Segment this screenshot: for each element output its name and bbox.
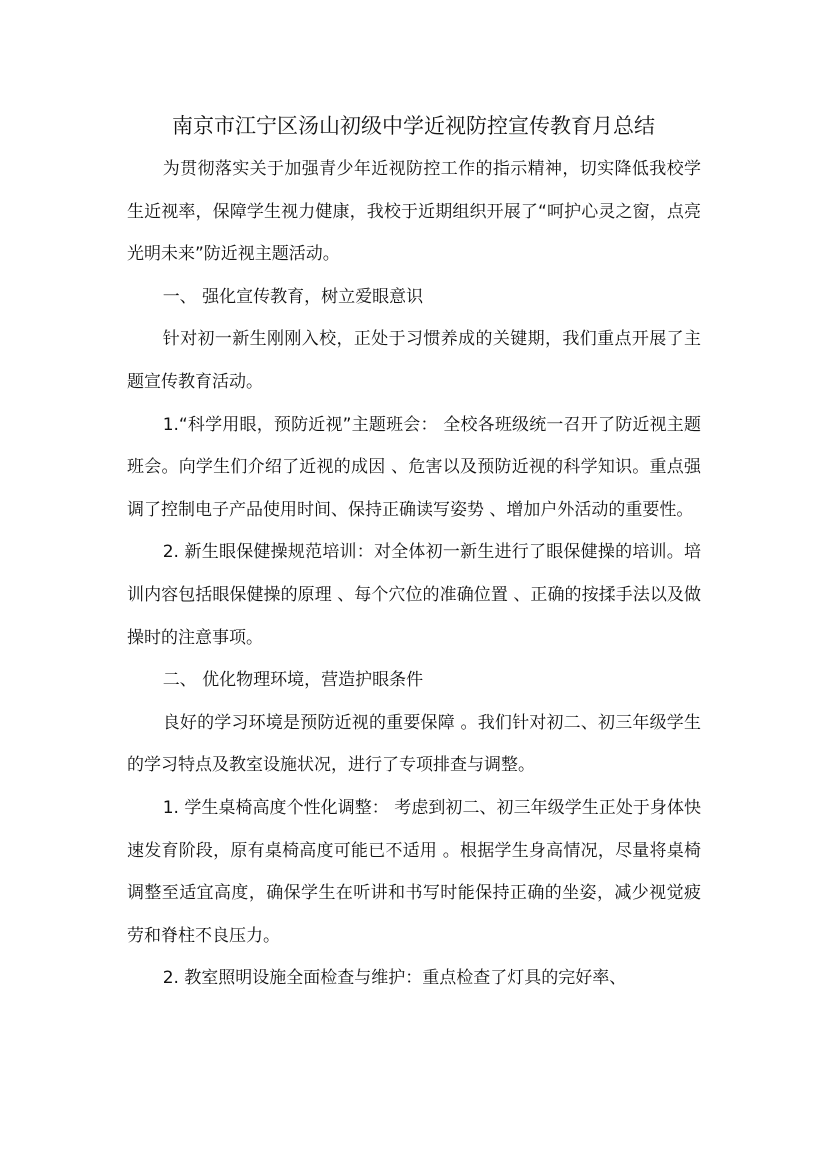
document-body (127, 148, 701, 1000)
section-1-item-1-paragraph: 1.“科学用眼，预防近视”主题班会： 全校各班级统一召开了防近视主题班会。向学生们介绍了近视的成因 、危害以及预防近视的科学知识。重点强调了控制电子产品使用时间、保持正确读写姿势 、增加户外活动的重要性。 (127, 414, 701, 520)
section-heading-1: 一、 强化宣传教育，树立爱眼意识 (162, 286, 424, 307)
section-1-intro-paragraph: 针对初一新生刚刚入校，正处于习惯养成的关键期，我们重点开展了主题宣传教育活动。 (127, 329, 701, 392)
section-heading-2: 二、 优化物理环境，营造护眼条件 (162, 670, 424, 691)
intro-paragraph: 为贯彻落实关于加强青少年近视防控工作的指示精神，切实降低我校学生近视率，保障学生视力健康，我校于近期组织开展了“呵护心灵之窗，点亮光明未来”防近视主题活动。 (127, 159, 701, 265)
section-2-item-1-paragraph: 1. 学生桌椅高度个性化调整： 考虑到初二、初三年级学生正处于身体快速发育阶段，原有桌椅高度可能已不适用 。根据学生身高情况，尽量将桌椅调整至适宜高度，确保学生在听讲和书写时能保持正确的坐姿，减少视觉疲劳和脊柱不良压力。 (127, 797, 701, 946)
section-1-item-2-paragraph: 2. 新生眼保健操规范培训：对全体初一新生进行了眼保健操的培训。培训内容包括眼保健操的原理 、每个穴位的准确位置 、正确的按揉手法以及做操时的注意事项。 (127, 542, 701, 648)
document-title: 南京市江宁区汤山初级中学近视防控宣传教育月总结 (172, 114, 655, 138)
section-2-intro-paragraph: 良好的学习环境是预防近视的重要保障 。我们针对初二、初三年级学生的学习特点及教室设施状况，进行了专项排查与调整。 (127, 712, 701, 776)
section-2-item-2-paragraph: 2. 教室照明设施全面检查与维护：重点检查了灯具的完好率、 (162, 968, 627, 989)
